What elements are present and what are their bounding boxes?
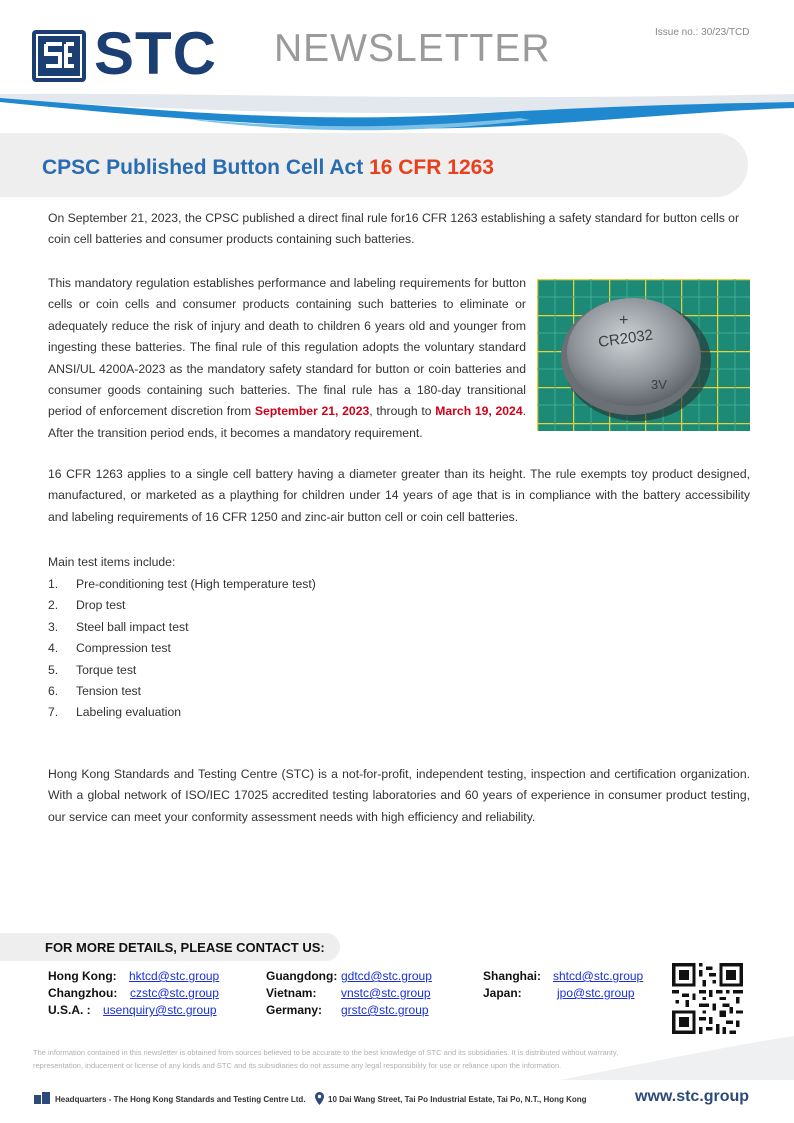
about-stc-paragraph: Hong Kong Standards and Testing Centre (STC) is a not-for-profit, independent testing, inspection and certification organization. With a global network of ISO/IEC 17025 accredited testing laboratories and 60 years of experience in consumer product testing, our service can meet your conformity assessment needs with high efficiency and reliability. bbox=[48, 767, 750, 824]
transition-end-date: March 19, 2024 bbox=[435, 404, 523, 419]
contact-label-vietnam: Vietnam: bbox=[266, 986, 317, 1000]
list-item-label: Labeling evaluation bbox=[76, 705, 182, 719]
list-item bbox=[48, 576, 316, 592]
stc-logo-mark bbox=[32, 30, 86, 82]
coin-battery-photo bbox=[537, 279, 750, 431]
list-item-number: 6. bbox=[48, 684, 59, 698]
email-link-shanghai[interactable]: shtcd@stc.group bbox=[553, 969, 644, 983]
contact-label-guangdong: Guangdong: bbox=[266, 969, 338, 983]
regulation-paragraph bbox=[48, 273, 526, 444]
list-item-label: Drop test bbox=[76, 598, 126, 612]
battery-model: CR2032 bbox=[597, 326, 655, 351]
stc-logo-text: STC bbox=[94, 20, 217, 87]
newsletter-label: NEWSLETTER bbox=[274, 27, 551, 70]
email-link-japan[interactable]: jpo@stc.group bbox=[557, 986, 635, 1000]
issue-number: Issue no.: 30/23/TCD bbox=[655, 27, 750, 38]
location-pin-icon bbox=[315, 1092, 324, 1105]
footer-headquarters: Headquarters - The Hong Kong Standards and Testing Centre Ltd. bbox=[55, 1095, 306, 1104]
battery-voltage: 3V bbox=[651, 377, 667, 392]
test-items-intro: Main test items include: bbox=[48, 555, 176, 569]
battery-plus-mark: + bbox=[619, 312, 629, 329]
email-link-guangdong[interactable]: gdtcd@stc.group bbox=[341, 969, 432, 983]
list-item-number: 5. bbox=[48, 663, 59, 677]
list-item-number: 4. bbox=[48, 641, 59, 655]
email-link-usa[interactable]: usenquiry@stc.group bbox=[103, 1003, 217, 1017]
email-link-changzhou[interactable]: czstc@stc.group bbox=[130, 986, 219, 1000]
list-item-number: 2. bbox=[48, 598, 59, 612]
contact-label-usa: U.S.A. : bbox=[48, 1003, 91, 1017]
qr-code bbox=[672, 963, 743, 1034]
contact-label-changzhou: Changzhou: bbox=[48, 986, 118, 1000]
transition-start-date: September 21, 2023 bbox=[254, 404, 370, 419]
footer-address: 10 Dai Wang Street, Tai Po Industrial Estate, Tai Po, N.T., Hong Kong bbox=[328, 1095, 587, 1104]
list-item bbox=[48, 619, 188, 635]
list-item-number: 7. bbox=[48, 705, 59, 719]
list-item bbox=[48, 597, 125, 613]
regulation-text: This mandatory regulation establishes performance and labeling requirements for button cells or coin cells and consumer products containing such batteries to eliminate or adequately reduce the risk of injury and death to children 6 years old and younger from ingesting these batteries. The final rule of this regulation adopts the voluntary standard ANSI/UL 4200A-2023 as the mandatory safety standard for button or coin batteries and consumer goods containing such batteries. The final rule has a 180-day transitional period of enforcement discretion from bbox=[48, 276, 526, 419]
list-item-label: Pre-conditioning test (High temperature test) bbox=[76, 577, 316, 591]
website-link[interactable]: www.stc.group bbox=[635, 1088, 750, 1105]
regulation-text-end: . After the transition period ends, it becomes a mandatory requirement. bbox=[48, 404, 526, 440]
contact-label-shanghai: Shanghai: bbox=[483, 969, 542, 983]
list-item bbox=[48, 704, 181, 720]
contact-label-hong-kong: Hong Kong: bbox=[48, 969, 117, 983]
building-icon bbox=[33, 1092, 51, 1104]
list-item bbox=[48, 662, 136, 678]
intro-paragraph: On September 21, 2023, the CPSC published a direct final rule for16 CFR 1263 establishing a safety standard for button cells or coin cell batteries and consumer products containing such batteries. bbox=[48, 211, 740, 247]
scope-paragraph: 16 CFR 1263 applies to a single cell battery having a diameter greater than its height. The rule exempts toy product designed, manufactured, or marketed as a plaything for children under 14 years of age that is in compliance with the battery accessibility and labeling requirements of 16 CFR 1250 and zinc-air button cell or coin cell batteries. bbox=[48, 467, 750, 524]
title-highlight: 16 CFR 1263 bbox=[369, 156, 494, 179]
list-item-label: Compression test bbox=[76, 641, 171, 655]
list-item-label: Torque test bbox=[76, 663, 137, 677]
list-item bbox=[48, 640, 171, 656]
regulation-text-mid: , through to bbox=[369, 404, 436, 419]
title-main: CPSC Published Button Cell Act bbox=[42, 156, 370, 179]
list-item-number: 1. bbox=[48, 577, 59, 591]
list-item-label: Steel ball impact test bbox=[76, 620, 189, 634]
email-link-vietnam[interactable]: vnstc@stc.group bbox=[341, 986, 431, 1000]
list-item-number: 3. bbox=[48, 620, 59, 634]
contact-label-germany: Germany: bbox=[266, 1003, 323, 1017]
email-link-germany[interactable]: grstc@stc.group bbox=[341, 1003, 429, 1017]
contact-heading: FOR MORE DETAILS, PLEASE CONTACT US: bbox=[45, 940, 325, 955]
list-item bbox=[48, 683, 141, 699]
email-link-hong-kong[interactable]: hktcd@stc.group bbox=[129, 969, 220, 983]
list-item-label: Tension test bbox=[76, 684, 142, 698]
disclaimer: The information contained in this newsletter is obtained from sources believed to be accurate to the best knowledge of STC and its subsidiaries. It is distributed without warranty, representation, inducement or license of any kinds and STC and its subsidiaries do not assume any legal responsibility for use or reliance upon the information. bbox=[33, 1048, 619, 1070]
page-title bbox=[42, 155, 494, 181]
contact-label-japan: Japan: bbox=[483, 986, 522, 1000]
header-swoosh bbox=[0, 88, 794, 134]
